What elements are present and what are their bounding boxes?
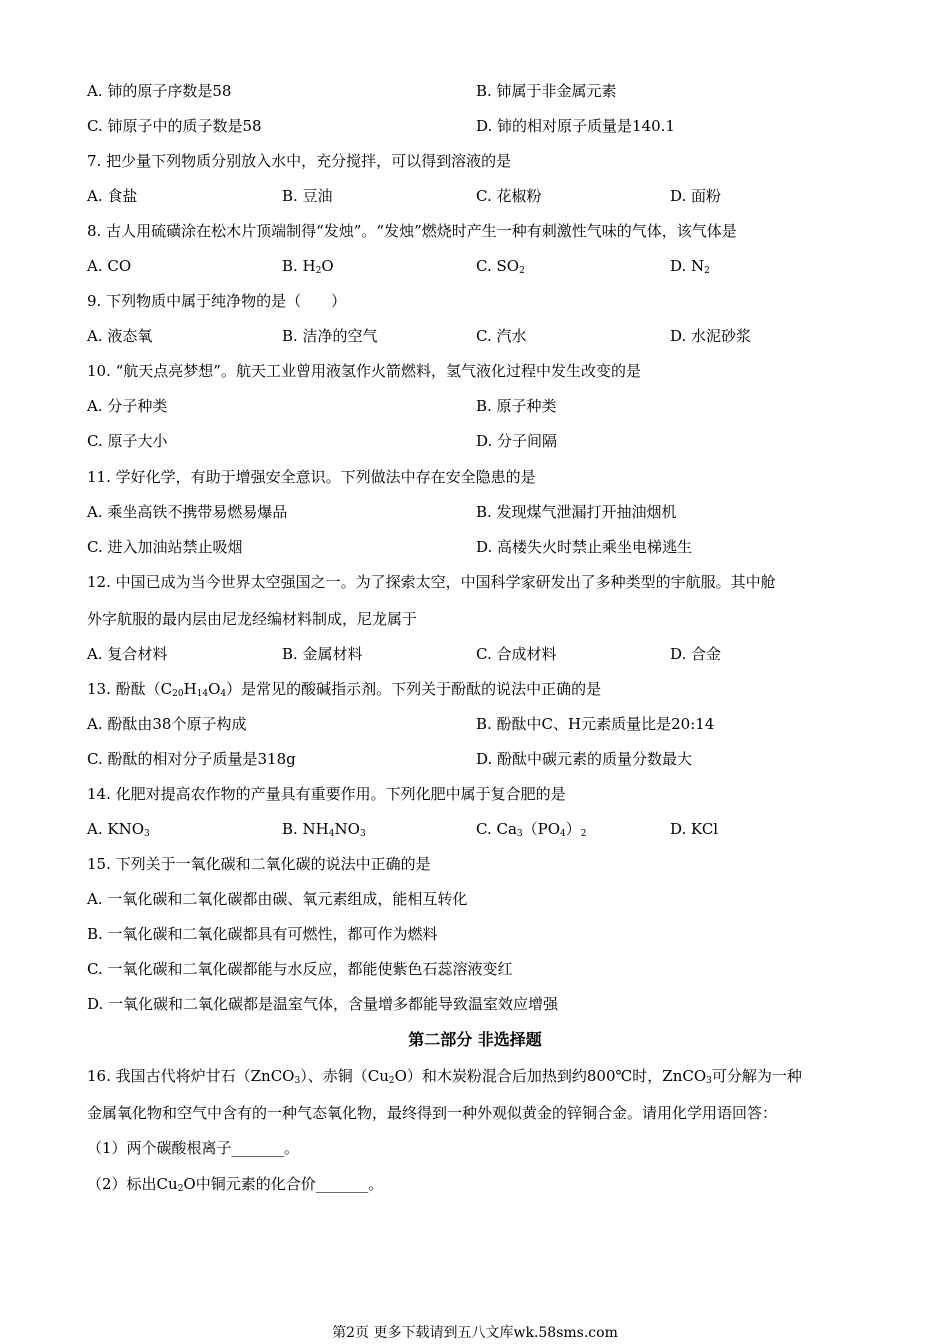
q6-option-a: A. 铈的原子序数是58	[87, 82, 232, 100]
q12-option-a: A. 复合材料	[87, 645, 168, 663]
q8-option-c: C. $SO_2$	[476, 257, 525, 276]
q10-option-a: A. 分子种类	[87, 397, 168, 415]
q7-option-a: A. 食盐	[87, 187, 138, 205]
q9-option-b: B. 洁净的空气	[282, 327, 378, 345]
q16-subquestion-1: （1）两个碳酸根离子_______。	[87, 1139, 300, 1157]
q11-option-d: D. 高楼失火时禁止乘坐电梯逃生	[476, 538, 693, 556]
q9-option-d: D. 水泥砂浆	[670, 327, 752, 345]
q15-option-a: A. 一氧化碳和二氧化碳都由碳、氧元素组成，能相互转化	[87, 890, 468, 908]
q11-option-b: B. 发现煤气泄漏打开抽油烟机	[476, 503, 677, 521]
q9-option-c: C. 汽水	[476, 327, 527, 345]
q14-option-a: A. $KNO_3$	[87, 820, 150, 839]
q10-option-c: C. 原子大小	[87, 432, 168, 450]
q13-option-d: D. 酚酞中碳元素的质量分数最大	[476, 750, 693, 768]
q8-option-b: B. $H_2O$	[282, 257, 334, 276]
page-footer: 第2页 更多下载请到五八文库wk.58sms.com	[332, 1325, 618, 1341]
q8-option-a: A. CO	[87, 257, 132, 275]
q12-stem-line1: 12. 中国已成为当今世界太空强国之一。为了探索太空，中国科学家研发出了多种类型的宇航服。其中舱	[87, 573, 776, 591]
q6-option-d: D. 铈的相对原子质量是140.1	[476, 117, 675, 135]
q15-stem: 15. 下列关于一氧化碳和二氧化碳的说法中正确的是	[87, 855, 431, 873]
q16-subquestion-2: （2）标出$Cu_2O$中铜元素的化合价_______。	[87, 1175, 384, 1194]
q7-option-d: D. 面粉	[670, 187, 722, 205]
q8-stem: 8. 古人用硫磺涂在松木片顶端制得“发烛”。“发烛”燃烧时产生一种有刺激性气味的气体，该气体是	[87, 222, 737, 240]
q15-option-b: B. 一氧化碳和二氧化碳都具有可燃性，都可作为燃料	[87, 925, 438, 943]
q9-stem: 9. 下列物质中属于纯净物的是（ ）	[87, 292, 347, 310]
q7-option-c: C. 花椒粉	[476, 187, 542, 205]
q13-option-a: A. 酚酞由38个原子构成	[87, 715, 247, 733]
q8-option-d: D. $N_2$	[670, 257, 710, 276]
q14-option-d: D. KCl	[670, 820, 719, 838]
q7-option-b: B. 豆油	[282, 187, 333, 205]
q12-option-d: D. 合金	[670, 645, 722, 663]
q10-option-b: B. 原子种类	[476, 397, 557, 415]
q15-option-c: C. 一氧化碳和二氧化碳都能与水反应，都能使紫色石蕊溶液变红	[87, 960, 513, 978]
q12-option-c: C. 合成材料	[476, 645, 557, 663]
q15-option-d: D. 一氧化碳和二氧化碳都是温室气体，含量增多都能导致温室效应增强	[87, 995, 559, 1013]
q14-stem: 14. 化肥对提高农作物的产量具有重要作用。下列化肥中属于复合肥的是	[87, 785, 566, 803]
q12-option-b: B. 金属材料	[282, 645, 363, 663]
q7-stem: 7. 把少量下列物质分别放入水中，充分搅拌，可以得到溶液的是	[87, 152, 512, 170]
q13-option-b: B. 酚酞中C、H元素质量比是20:14	[476, 715, 715, 733]
q13-stem: 13. 酚酞$(C_{20}H_{14}O_4)$是常见的酸碱指示剂。下列关于酚酞的说法中正确的是	[87, 680, 602, 699]
q6-option-b: B. 铈属于非金属元素	[476, 82, 617, 100]
q9-option-a: A. 液态氧	[87, 327, 153, 345]
q6-option-c: C. 铈原子中的质子数是58	[87, 117, 262, 135]
q14-option-c: C. $Ca_3(PO_4)_2$	[476, 820, 587, 839]
q14-option-b: B. $NH_4NO_3$	[282, 820, 366, 839]
q11-stem: 11. 学好化学，有助于增强安全意识。下列做法中存在安全隐患的是	[87, 468, 536, 486]
q11-option-a: A. 乘坐高铁不携带易燃易爆品	[87, 503, 288, 521]
q16-stem-line2: 金属氧化物和空气中含有的一种气态氧化物，最终得到一种外观似黄金的锌铜合金。请用化学用语回答：	[87, 1104, 778, 1122]
q11-option-c: C. 进入加油站禁止吸烟	[87, 538, 243, 556]
q10-option-d: D. 分子间隔	[476, 432, 558, 450]
section-title: 第二部分 非选择题	[408, 1030, 542, 1049]
q12-stem-line2: 外字航服的最内层由尼龙经编材料制成，尼龙属于	[87, 610, 418, 628]
q10-stem: 10. “航天点亮梦想”。航天工业曾用液氢作火箭燃料，氢气液化过程中发生改变的是	[87, 362, 641, 380]
q13-option-c: C. 酚酞的相对分子质量是318g	[87, 750, 296, 768]
q16-stem-line1: 16. 我国古代将炉甘石（ZnCO$_3$）、赤铜$(Cu_2O)$和木炭粉混合后加热到约800℃时，ZnCO$_3$可分解为一种	[87, 1067, 802, 1086]
